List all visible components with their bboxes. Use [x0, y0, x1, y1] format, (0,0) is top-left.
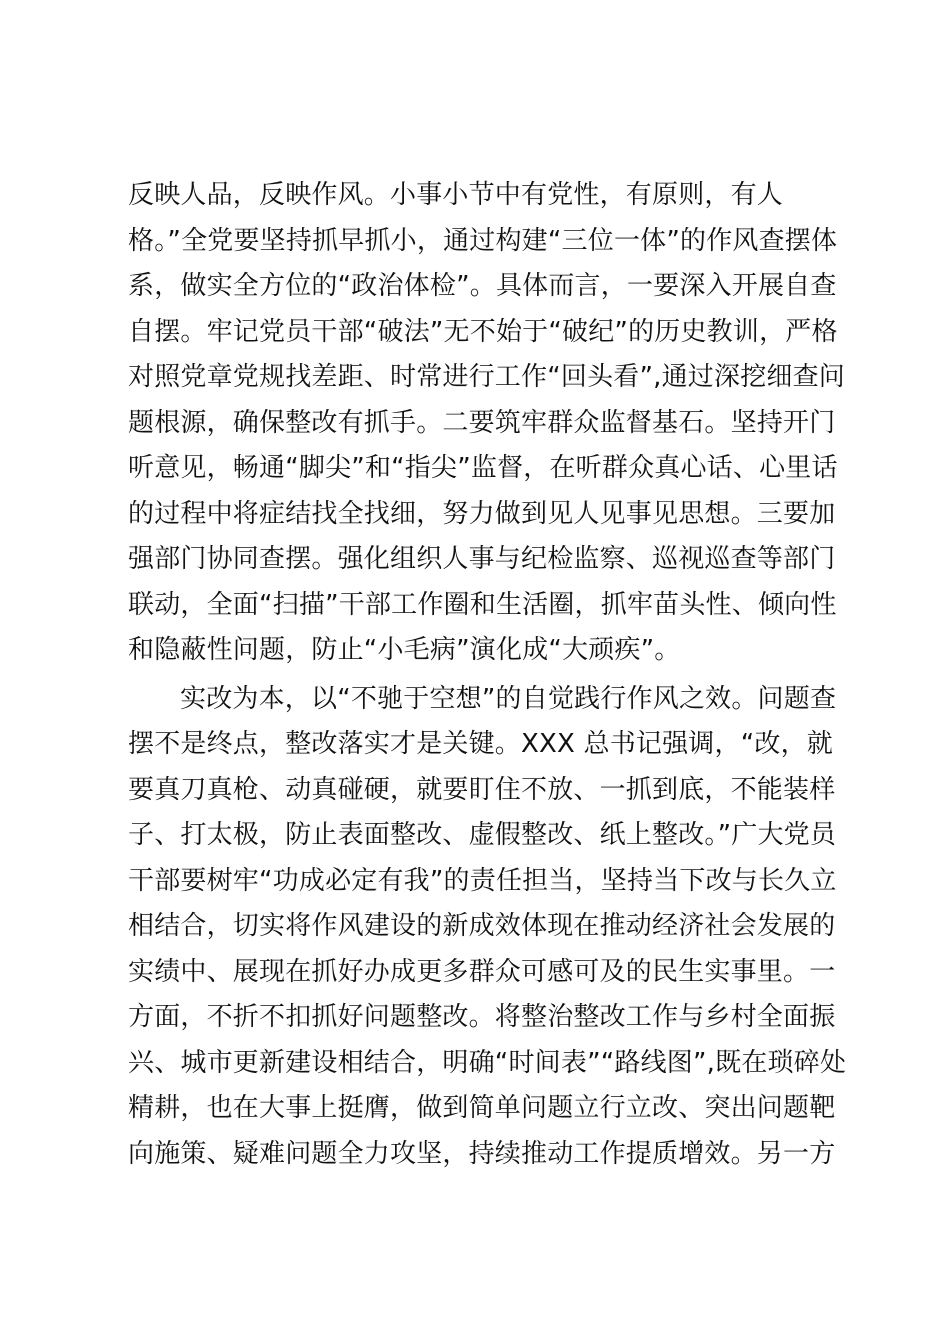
text-line: 干部要树牢“功成必定有我”的责任担当，坚持当下改与长久立 [128, 865, 837, 896]
text-line: 子、打太极，防止表面整改、虚假整改、纸上整改。”广大党员 [128, 820, 837, 850]
text-line: 实绩中、展现在抓好办成更多群众可感可及的民生实事里。一 [128, 956, 836, 987]
paragraph [128, 677, 847, 1178]
text-line: 听意见，畅通“脚尖”和“指尖”监督，在听群众真心话、心里话 [128, 453, 838, 483]
text-line: 方面，不折不扣抓好问题整改。将整治整改工作与乡村全面振 [128, 1002, 836, 1032]
body-text [128, 173, 847, 1177]
text-line: 对照党章党规找差距、时常进行工作“回头看”,通过深挖细查问 [128, 362, 846, 392]
text-line: 联动，全面“扫描”干部工作圈和生活圈，抓牢苗头性、倾向性 [128, 589, 837, 620]
paragraph [128, 173, 846, 674]
text-line: 自摆。牢记党员干部“破法”无不始于“破纪”的历史教训，严格 [128, 316, 838, 347]
text-line: 题根源，确保整改有抓手。二要筑牢群众监督基石。坚持开门 [128, 407, 836, 438]
text-line: 实改为本，以“不驰于空想”的自觉践行作风之效。问题查 [180, 683, 837, 714]
text-line: 相结合，切实将作风建设的新成效体现在推动经济社会发展的 [128, 911, 836, 941]
text-line: 强部门协同查摆。强化组织人事与纪检监察、巡视巡查等部门 [128, 544, 836, 574]
text-line: 要真刀真枪、动真碰硬，就要盯住不放、一抓到底，不能装样 [128, 774, 836, 805]
text-line: 摆不是终点，整改落实才是关键。XXX 总书记强调，“改，就 [128, 729, 833, 759]
text-line: 格。”全党要坚持抓早抓小，通过构建“三位一体”的作风查摆体 [128, 225, 838, 256]
text-line: 和隐蔽性问题，防止“小毛病”演化成“大顽疾”。 [128, 635, 681, 665]
text-line: 向施策、疑难问题全力攻坚，持续推动工作提质增效。另一方 [128, 1138, 836, 1169]
text-line: 的过程中将症结找全找细，努力做到见人见事见思想。三要加 [128, 498, 836, 529]
text-line: 精耕，也在大事上挺膺，做到简单问题立行立改、突出问题靶 [128, 1093, 836, 1123]
text-line: 反映人品，反映作风。小事小节中有党性，有原则，有人 [128, 180, 784, 210]
text-line: 兴、城市更新建设相结合，明确“时间表”“路线图”,既在琐碎处 [128, 1047, 847, 1078]
text-line: 系，做实全方位的“政治体检”。具体而言，一要深入开展自查 [128, 271, 837, 301]
